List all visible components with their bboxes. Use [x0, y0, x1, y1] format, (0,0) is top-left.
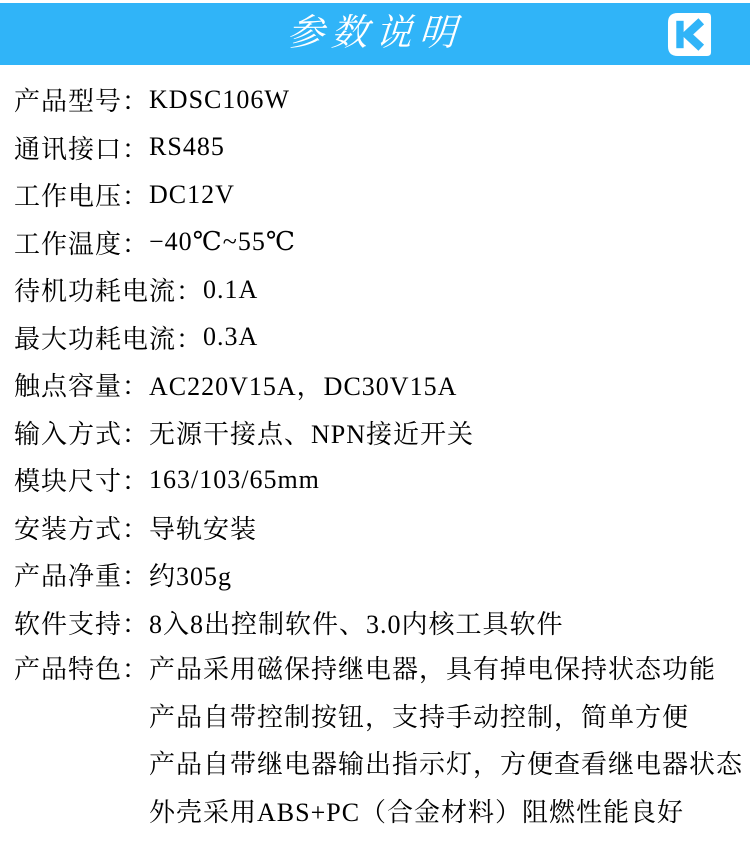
spec-value: RS485 [149, 132, 225, 162]
spec-value: 0.3A [203, 322, 259, 352]
spec-label: 模块尺寸： [14, 467, 150, 497]
spec-row-working-voltage [14, 171, 736, 219]
spec-label: 工作温度： [14, 229, 150, 259]
spec-label: 产品特色： [14, 655, 150, 684]
spec-label: 产品净重： [14, 562, 150, 592]
spec-value: 8入8出控制软件、3.0内核工具软件 [149, 609, 564, 639]
spec-value: 163/103/65mm [149, 464, 320, 494]
spec-row-net-weight [14, 551, 736, 599]
spec-value: AC220V15A，DC30V15A [149, 372, 458, 402]
spec-label: 触点容量： [14, 372, 150, 402]
spec-value: 0.1A [203, 274, 259, 304]
spec-label: 输入方式： [14, 419, 150, 449]
spec-row-max-current [14, 314, 736, 362]
spec-row-installation [14, 504, 736, 552]
spec-value: DC12V [149, 179, 235, 209]
spec-row-input-method [14, 409, 736, 457]
page-title: 参数说明 [285, 13, 465, 54]
spec-row-module-size [14, 456, 736, 504]
spec-value: 无源干接点、NPN接近开关 [149, 419, 475, 449]
spec-row-software-support [14, 599, 736, 647]
spec-value: −40℃~55℃ [149, 227, 296, 257]
spec-row-working-temperature [14, 219, 736, 267]
spec-value: 导轨安装 [149, 514, 258, 544]
spec-list [0, 65, 750, 836]
spec-label: 待机功耗电流： [14, 277, 204, 307]
spec-label: 安装方式： [14, 514, 150, 544]
feature-line: 产品采用磁保持继电器，具有掉电保持状态功能 [149, 655, 717, 684]
spec-label: 工作电压： [14, 182, 150, 212]
spec-label: 最大功耗电流： [14, 324, 204, 354]
spec-value: 约305g [149, 562, 233, 592]
spec-label: 通讯接口： [14, 134, 150, 164]
feature-line: 产品自带继电器输出指示灯，方便查看继电器状态 [149, 750, 744, 779]
spec-value-lines [149, 646, 743, 836]
spec-value: KDSC106W [149, 84, 290, 114]
spec-row-contact-capacity [14, 361, 736, 409]
spec-sheet [0, 3, 750, 861]
header-bar [0, 3, 750, 65]
spec-row-product-model [14, 76, 736, 124]
brand-k-icon [667, 12, 712, 57]
feature-line: 外壳采用ABS+PC（合金材料）阻燃性能良好 [149, 797, 685, 827]
feature-line: 产品自带控制按钮，支持手动控制，简单方便 [149, 702, 690, 732]
brand-k-logo [667, 12, 712, 57]
spec-label: 软件支持： [14, 609, 150, 639]
spec-row-comm-interface [14, 124, 736, 172]
spec-row-standby-current [14, 266, 736, 314]
spec-row-product-features [14, 646, 744, 836]
spec-label: 产品型号： [14, 87, 150, 117]
